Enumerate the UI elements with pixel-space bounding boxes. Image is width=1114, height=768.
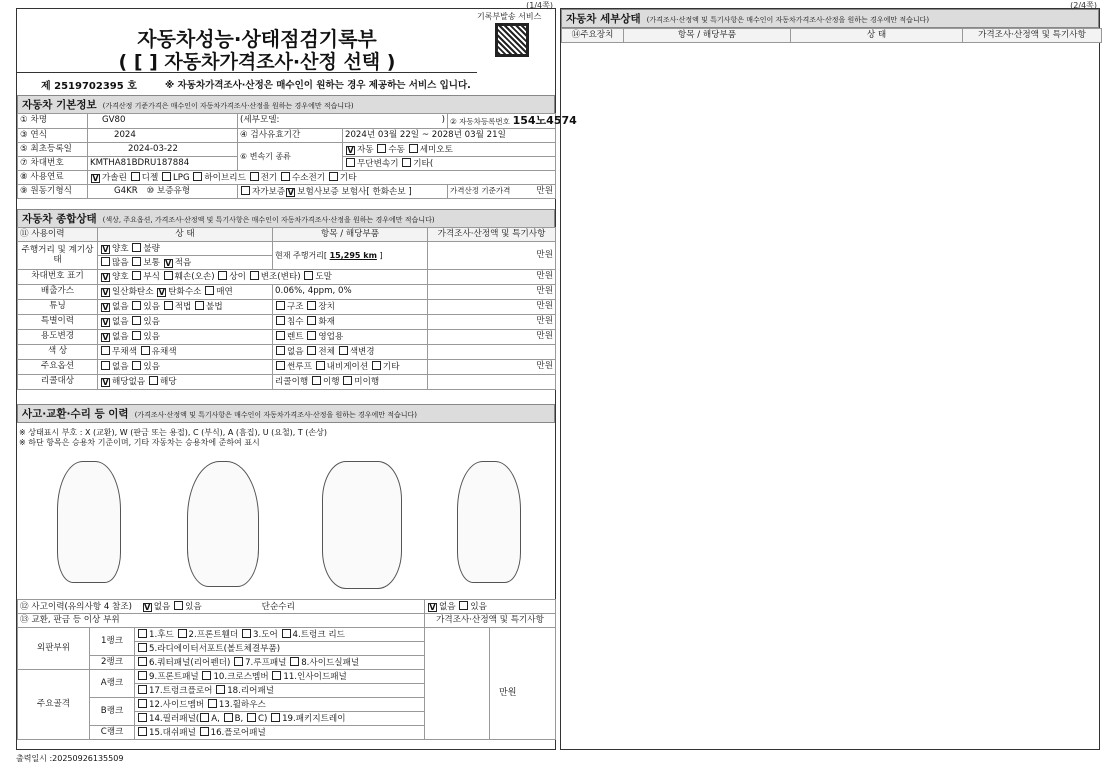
print-date: 출력일시 :20250926135509 bbox=[16, 754, 124, 763]
checkbox[interactable] bbox=[271, 713, 280, 722]
checkbox[interactable] bbox=[216, 685, 225, 694]
car-name: GV80 bbox=[88, 114, 238, 129]
checkbox[interactable] bbox=[241, 186, 250, 195]
vin-number: KMTHA81BDRU187884 bbox=[88, 157, 238, 171]
checkbox[interactable]: V bbox=[158, 288, 165, 298]
checkbox[interactable] bbox=[101, 361, 110, 370]
checkbox[interactable] bbox=[162, 172, 171, 181]
checkbox[interactable] bbox=[304, 271, 313, 280]
checkbox[interactable] bbox=[276, 316, 285, 325]
checkbox[interactable] bbox=[200, 713, 209, 722]
notice-text: ※ 자동차가격조사·산정은 매수인이 원하는 경우 제공하는 서비스 입니다. bbox=[165, 80, 471, 91]
page-1: (1/4쪽) 자동차성능·상태점검기록부 ( [ ] 자동차가격조사·산정 선택 ) 기록부발송 서비스 제 2519702395 호 ※ 자동차가격조사·산정은 매수인이 원하는 경우 제공하는 서비스 입니다. 자동차 기본정보 (가격산정 기준가격은 매수인이 자동차가격조사·산정을 원하는 경우에만 적습니다) ① 차명 GV80 (세부모델: ) ② 자동차등록번호 154노4574 ③ 연식 2024 ④ 검사유효기간 2024년 03월 22일 ~ 2028년 03월 21일 ⑤ 최초등록일 2024-03-22 ⑥ 변속기 종류 V 자동 수동 세미오토 ⑦ 차대번호 KMTHA81BDRU187884 무단변속기 기타( ⑧ 사용연료 V 가솔린 디젤 LPG 하이브리드 전기 수소전기 기타 ⑨ 원동기형식 G4KR ⑩ 보증유형 자가보증 V 보험사보증 보험사[ 한화손보 ] 가격산정 기준가격 만원 자동차 종합상태 (색상, 주요옵션, 가격조사·산정액 및 특기사항은 매수인이 자동차가격조사·산정을 원하는 경우에만 적습니다) ⑪ 사용이력 상 태 항목 / 해당부품 가격조사·산정액 및 특기사항 주행거리 및 계기상태 V 양호 불량 현재 주행거리[ 15,295 km ] 만원 많음 보통 V 적음 차대번호 표기 V 양호 부식 훼손(오손) 상이 변조(변타) 도말 만원 배출가스 V 일산화탄소 V 탄화수소 매연 0.06%, 4ppm, 0% 만원 튜닝 V 없음 있음 적법 불법 구조 장치 만원 특별이력 V 없음 있음 침수 화재 만원 용도변경 V 없음 있음 렌트 영업용 만원 색 상 무채색 유채색 없음 전체 색변경 주요옵션 없음 있음 썬루프 내비게이션 기타 만원 리콜대상 V 해당없음 해당 리콜이행 이행 미이행 사고·교환·수리 등 이력 (가격조사·산정액 및 특기사항은 매수인이 자동차가격조사·산정을 원하는 경우에만 적습니다) ※ 상태표시 부호 : X (교환), W (판금 또는 용접), C (부식), A (흠집), U (요철), T (손상) ※ 하단 항목은 승용차 기준이며, 기타 자동차는 승용차에 준하여 표시 ⑫ 사고이력(유의사항 4 참조) V 없음 있음 단순수리 V 없음 있음 ⑬ 교환, 판금 등 이상 부위 가격조사·산정액 및 특기사항 외판부위 1랭크 1.후드 2.프론트휀더 3.도어 4.트렁크 리드 5.라디에이터서포트(볼트체결부품) 2랭크 6.쿼터패널(리어펜더) 7.루프패널 8.사이드실패널 주요골격 A랭크 9.프론트패널 10.크로스멤버 11.인사이드패널 17.트렁크플로어 18.리어패널 B랭크 12.사이드멤버 13.휠하우스 14.필러패널( A, B, C) 19.패키지트레이 C랭크 15.대쉬패널 16.플로어패널 만원 bbox=[16, 8, 556, 750]
checkbox[interactable]: V bbox=[102, 288, 109, 298]
page-2 bbox=[560, 1, 1100, 750]
checkbox[interactable] bbox=[164, 271, 173, 280]
accident-history-header: 사고·교환·수리 등 이력 (가격조사·산정액 및 특기사항은 매수인이 자동차가격조사·산정을 원하는 경우에만 적습니다) bbox=[17, 404, 555, 423]
current-mileage: 15,295 km bbox=[329, 250, 377, 260]
checkbox[interactable]: V bbox=[102, 333, 109, 343]
checkbox[interactable] bbox=[276, 301, 285, 310]
checkbox[interactable] bbox=[276, 346, 285, 355]
checkbox[interactable]: V bbox=[102, 244, 109, 254]
overall-state-table: ⑪ 사용이력 상 태 항목 / 해당부품 가격조사·산정액 및 특기사항 주행거리 및 계기상태 V 양호 불량 현재 주행거리[ 15,295 km ] 만원 많음 보통 V 적음 차대번호 표기 V 양호 부식 훼손(오손) 상이 변조(변타) 도말 만원 배출가스 V 일산화탄소 V 탄화수소 매연 0.06%, 4ppm, 0% 만원 튜닝 V 없음 있음 적법 불법 구조 장치 만원 특별이력 V 없음 있음 침수 화재 만원 용도변경 V 없음 있음 렌트 영업용 만원 색 상 무채색 유채색 없음 전체 색변경 주요옵션 없음 있음 썬루프 내비게이션 기타 만원 리콜대상 V 해당없음 해당 리콜이행 이행 미이행 bbox=[17, 227, 556, 390]
checkbox[interactable] bbox=[409, 144, 418, 153]
document-subtitle: ( [ ] 자동차가격조사·산정 선택 ) bbox=[118, 51, 396, 73]
checkbox[interactable] bbox=[178, 629, 187, 638]
checkbox[interactable] bbox=[138, 685, 147, 694]
checkbox[interactable] bbox=[276, 361, 285, 370]
checkbox[interactable]: V bbox=[102, 378, 109, 388]
checkbox[interactable] bbox=[247, 713, 256, 722]
checkbox[interactable] bbox=[138, 657, 147, 666]
checkbox[interactable] bbox=[138, 643, 147, 652]
page-number-2: (2/4쪽) bbox=[1070, 1, 1097, 10]
checkbox[interactable] bbox=[208, 699, 217, 708]
checkbox[interactable] bbox=[193, 172, 202, 181]
checkbox[interactable] bbox=[312, 376, 321, 385]
car-left-view-icon[interactable] bbox=[57, 461, 121, 583]
checkbox[interactable] bbox=[132, 361, 141, 370]
checkbox[interactable] bbox=[138, 713, 147, 722]
page-number: (1/4쪽) bbox=[526, 1, 553, 10]
checkbox[interactable] bbox=[132, 301, 141, 310]
checkbox[interactable]: V bbox=[429, 602, 436, 612]
checkbox[interactable] bbox=[339, 346, 348, 355]
checkbox[interactable] bbox=[250, 172, 259, 181]
registration-number: 154노4574 bbox=[512, 113, 577, 127]
checkbox[interactable] bbox=[343, 376, 352, 385]
checkbox[interactable] bbox=[138, 671, 147, 680]
checkbox[interactable] bbox=[377, 144, 386, 153]
checkbox[interactable] bbox=[316, 361, 325, 370]
checkbox[interactable]: V bbox=[347, 145, 354, 155]
checkbox[interactable] bbox=[138, 727, 147, 736]
checkbox[interactable] bbox=[242, 629, 251, 638]
checkbox[interactable] bbox=[307, 346, 316, 355]
checkbox[interactable] bbox=[174, 601, 183, 610]
checkbox[interactable] bbox=[234, 657, 243, 666]
checkbox[interactable] bbox=[200, 727, 209, 736]
checkbox[interactable] bbox=[132, 331, 141, 340]
checkbox[interactable] bbox=[138, 629, 147, 638]
accident-table: ⑫ 사고이력(유의사항 4 참조) V 없음 있음 단순수리 V 없음 있음 ⑬ 교환, 판금 등 이상 부위 가격조사·산정액 및 특기사항 외판부위 1랭크 1.후드 2.프론트휀더 3.도어 4.트렁크 리드 5.라디에이터서포트(볼트체결부품) 2랭크 6.쿼터패널(리어펜더) 7.루프패널 8.사이드실패널 주요골격 A랭크 9.프론트패널 10.크로스멤버 11.인사이드패널 17.트렁크플로어 18.리어패널 B랭크 12.사이드멤버 13.휠하우스 14.필러패널( A, B, C) 19.패키지트레이 C랭크 15.대쉬패널 16.플로어패널 bbox=[17, 599, 556, 740]
status-legend: ※ 상태표시 부호 : X (교환), W (판금 또는 용접), C (부식), A (흠집), U (요철), T (손상) bbox=[19, 428, 328, 437]
checkbox[interactable] bbox=[290, 657, 299, 666]
checkbox[interactable] bbox=[164, 301, 173, 310]
detail-state-header: 자동차 세부상태 (가격조사·산정액 및 특기사항은 매수인이 자동차가격조사·산정을 원하는 경우에만 적습니다) bbox=[561, 9, 1099, 28]
checkbox[interactable] bbox=[276, 331, 285, 340]
checkbox[interactable] bbox=[202, 671, 211, 680]
car-top-view-icon[interactable] bbox=[187, 461, 259, 587]
checkbox[interactable]: V bbox=[287, 187, 294, 197]
checkbox[interactable] bbox=[132, 271, 141, 280]
checkbox[interactable] bbox=[346, 158, 355, 167]
checkbox[interactable] bbox=[218, 271, 227, 280]
record-number: 제 2519702395 호 bbox=[41, 81, 137, 92]
basic-info-table: ① 차명 GV80 (세부모델: ) ② 자동차등록번호 154노4574 ③ 연식 2024 ④ 검사유효기간 2024년 03월 22일 ~ 2028년 03월 21일 ⑤ 최초등록일 2024-03-22 ⑥ 변속기 종류 V 자동 수동 세미오토 ⑦ 차대번호 KMTHA81BDRU187884 무단변속기 기타( ⑧ 사용연료 V 가솔린 디젤 LPG 하이브리드 전기 수소전기 기타 ⑨ 원동기형식 G4KR ⑩ 보증유형 자가보증 V 보험사보증 보험사[ 한화손보 ] 가격산정 기준가격 만원 bbox=[17, 113, 556, 199]
detail-table: ⑭주요장치 항목 / 해당부품 상 태 가격조사·산정액 및 특기사항 bbox=[561, 28, 1102, 43]
checkbox[interactable] bbox=[250, 271, 259, 280]
checkbox[interactable] bbox=[132, 316, 141, 325]
checkbox[interactable]: V bbox=[102, 318, 109, 328]
checkbox[interactable]: V bbox=[102, 303, 109, 313]
car-frame-view-icon[interactable] bbox=[322, 461, 402, 589]
checkbox[interactable] bbox=[307, 316, 316, 325]
checkbox[interactable] bbox=[101, 257, 110, 266]
checkbox[interactable] bbox=[224, 713, 233, 722]
checkbox[interactable] bbox=[205, 286, 214, 295]
document-title: 자동차성능·상태점검기록부 bbox=[137, 27, 377, 51]
checkbox[interactable]: V bbox=[144, 602, 151, 612]
checkbox[interactable] bbox=[402, 158, 411, 167]
overall-state-header: 자동차 종합상태 (색상, 주요옵션, 가격조사·산정액 및 특기사항은 매수인이 자동차가격조사·산정을 원하는 경우에만 적습니다) bbox=[17, 209, 555, 228]
checkbox[interactable] bbox=[132, 243, 141, 252]
checkbox[interactable] bbox=[329, 172, 338, 181]
checkbox[interactable] bbox=[459, 601, 468, 610]
qr-caption: 기록부발송 서비스 bbox=[477, 12, 542, 21]
checkbox[interactable] bbox=[195, 301, 204, 310]
checkbox[interactable] bbox=[372, 361, 381, 370]
checkbox[interactable] bbox=[281, 172, 290, 181]
checkbox[interactable] bbox=[131, 172, 140, 181]
checkbox[interactable]: V bbox=[165, 258, 172, 268]
qr-code-icon[interactable] bbox=[495, 23, 529, 57]
checkbox[interactable] bbox=[282, 629, 291, 638]
checkbox[interactable] bbox=[149, 376, 158, 385]
checkbox[interactable] bbox=[101, 346, 110, 355]
checkbox[interactable] bbox=[141, 346, 150, 355]
car-right-view-icon[interactable] bbox=[457, 461, 521, 583]
car-diagram-area bbox=[17, 449, 555, 591]
checkbox[interactable] bbox=[307, 301, 316, 310]
checkbox[interactable] bbox=[307, 331, 316, 340]
checkbox[interactable] bbox=[138, 699, 147, 708]
checkbox[interactable]: V bbox=[102, 273, 109, 283]
basic-info-header: 자동차 기본정보 (가격산정 기준가격은 매수인이 자동차가격조사·산정을 원하는 경우에만 적습니다) bbox=[17, 95, 555, 114]
checkbox[interactable]: V bbox=[92, 173, 99, 183]
checkbox[interactable] bbox=[272, 671, 281, 680]
inspection-validity: 2024년 03월 22일 ~ 2028년 03월 21일 bbox=[343, 129, 556, 143]
checkbox[interactable] bbox=[132, 257, 141, 266]
